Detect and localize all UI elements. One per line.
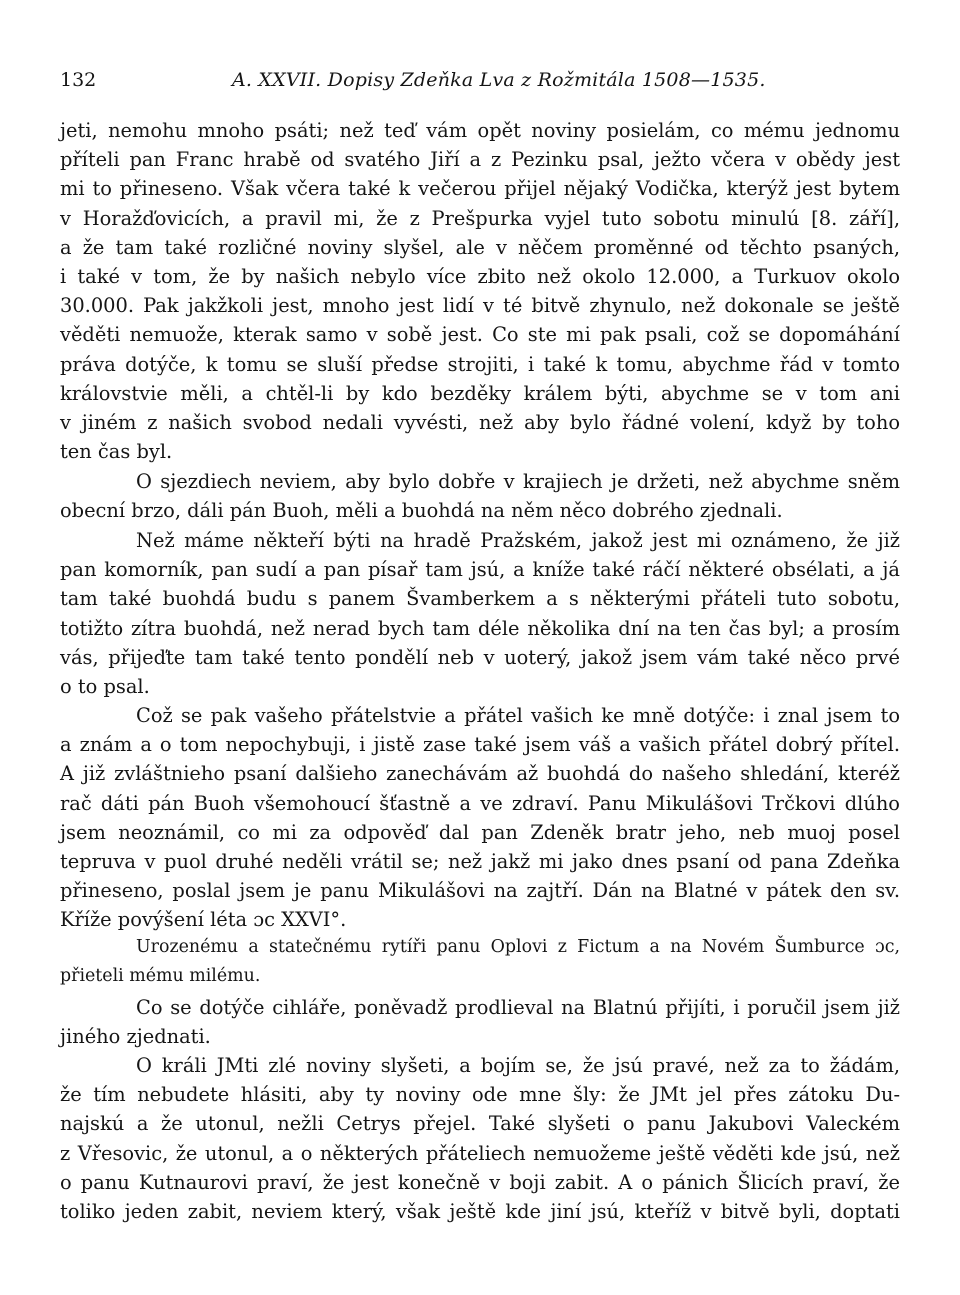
text-line: přineseno, poslal jsem je panu Mikulášovi na zajtří. Dán na Blatné v pátek den sv. bbox=[60, 879, 900, 903]
address-note bbox=[60, 933, 900, 991]
text-line: pan komorník, pan sudí a pan písař tam jsú, a kníže také ráčí některé obsélati, a já bbox=[60, 558, 900, 582]
text-line: vás, přijeďte tam také tento pondělí neb v uoterý, jakož jsem vám také něco prvé bbox=[60, 645, 900, 669]
text-line: Urozenému a statečnému rytíři panu Oplovi z Fictum a na Novém Šumburce ɔc, bbox=[136, 937, 900, 957]
text-line: Co se dotýče cihláře, poněvadž prodlieval na Blatnú přijíti, i poručil jsem již bbox=[136, 996, 900, 1019]
text-line: příteli pan Franc hrabě od svatého Jiří a z Pezinku psal, ježto včera v obědy jest bbox=[60, 148, 900, 172]
text-line: v jiném z našich svobod nedali vyvésti, než aby bylo řádné volení, když by toho bbox=[60, 411, 900, 435]
text-line: 30.000. Pak jakžkoli jest, mnoho jest lidí v té bitvě zhynulo, než dokonale se ještě bbox=[60, 294, 900, 318]
text-line: v Horažďovicích, a pravil mi, že z Prešpurka vyjel tuto sobotu minulú [8. září], bbox=[60, 206, 900, 230]
text-line: věděti nemuože, kterak samo v sobě jest. Co ste mi pak psali, což se dopomáhání bbox=[60, 323, 900, 347]
running-title: A. XXVII. Dopisy Zdeňka Lva z Rožmitála 1508—1535. bbox=[232, 69, 766, 91]
text-line: toliko jeden zabit, neviem který, však ještě kde jiní jsú, kteříž v bitvě byli, doptati bbox=[60, 1200, 900, 1224]
paragraph-1 bbox=[60, 116, 900, 466]
paragraph-5 bbox=[60, 993, 900, 1051]
paragraph-2 bbox=[60, 467, 900, 525]
text-line: jeti, nemohu mnoho psáti; než teď vám opět noviny posielám, co mému jednomu bbox=[60, 119, 900, 142]
text-line: jiného zjednati. bbox=[60, 1025, 211, 1049]
text-line: a znám a o tom nepochybuji, i jistě zase také jsem váš a vašich přátel dobrý přítel. bbox=[60, 733, 900, 757]
paragraph-4 bbox=[60, 701, 900, 935]
text-line: přieteli mému milému. bbox=[60, 966, 261, 986]
text-line: rač dáti pán Buoh všemohoucí šťastně a ve zdraví. Panu Mikulášovi Trčkovi dlúho bbox=[60, 791, 900, 815]
text-line: obecní brzo, dáli pán Buoh, měli a buohdá na něm něco dobrého zjednali. bbox=[60, 499, 783, 523]
text-line: práva dotýče, k tomu se sluší předse strojiti, i také k tomu, abychme řád v tomto bbox=[60, 352, 900, 376]
text-line: totižto zítra buohdá, než nerad bych tam déle několika dní na ten čas byl; a prosím bbox=[60, 616, 900, 640]
text-line: a že tam také rozličné noviny slyšel, ale v něčem proměnné od těchto psaných, bbox=[60, 235, 900, 259]
text-line: o to psal. bbox=[60, 675, 150, 699]
text-line: O králi JMti zlé noviny slyšeti, a bojím se, že jsú pravé, než za to žádám, bbox=[136, 1054, 900, 1077]
text-line: Což se pak vašeho přátelstvie a přátel vašich ke mně dotýče: i znal jsem to bbox=[136, 704, 900, 727]
page-header bbox=[60, 66, 900, 94]
text-line: Než máme někteří býti na hradě Pražském, jakož jest mi oznámeno, že již bbox=[136, 529, 900, 552]
text-line: i také v tom, že by našich nebylo více zbito než okolo 12.000, a Turkuov okolo bbox=[60, 265, 900, 289]
page-number: 132 bbox=[60, 69, 97, 91]
text-line: najskú a že utonul, nežli Cetrys přejel. Také slyšeti o panu Jakubovi Valeckém bbox=[60, 1112, 900, 1136]
text-line: o panu Kutnaurovi praví, že jest konečně v boji zabit. A o pánich Šlicích praví, že bbox=[60, 1170, 900, 1194]
text-line: že tím nebudete hlásiti, aby ty noviny ode mne šly: že JMt jel přes zátoku Du- bbox=[60, 1083, 900, 1107]
paragraph-3 bbox=[60, 526, 900, 701]
text-line: Kříže povýšení léta ɔc XXVI°. bbox=[60, 908, 347, 932]
text-line: A již zvláštnieho psaní dalšieho zanechávám až buohdá do našeho shledání, kteréž bbox=[60, 762, 900, 786]
text-line: O sjezdiech neviem, aby bylo dobře v krajiech je držeti, než abychme sněm bbox=[136, 470, 900, 493]
text-line: ten čas byl. bbox=[60, 440, 173, 464]
text-line: tam také buohdá budu s panem Švamberkem a s některými přáteli tuto sobotu, bbox=[60, 587, 900, 611]
text-line: tepruva v puol druhé neděli vrátil se; než jakž mi jako dnes psaní od pana Zdeňka bbox=[60, 850, 900, 874]
text-line: mi to přineseno. Však včera také k večerou přijel nějaký Vodička, kterýž jest bytem bbox=[60, 177, 900, 201]
paragraph-6 bbox=[60, 1051, 900, 1226]
text-line: jsem neoznámil, co mi za odpověď dal pan Zdeněk bratr jeho, neb muoj posel bbox=[60, 820, 900, 844]
text-line: z Vřesovic, že utonul, a o některých přáteliech nemuožeme ještě věděti kde jsú, než bbox=[60, 1141, 900, 1165]
text-line: královstvie měli, a chtěl-li by kdo bezděky králem býti, abychme se v tom ani bbox=[60, 381, 900, 405]
